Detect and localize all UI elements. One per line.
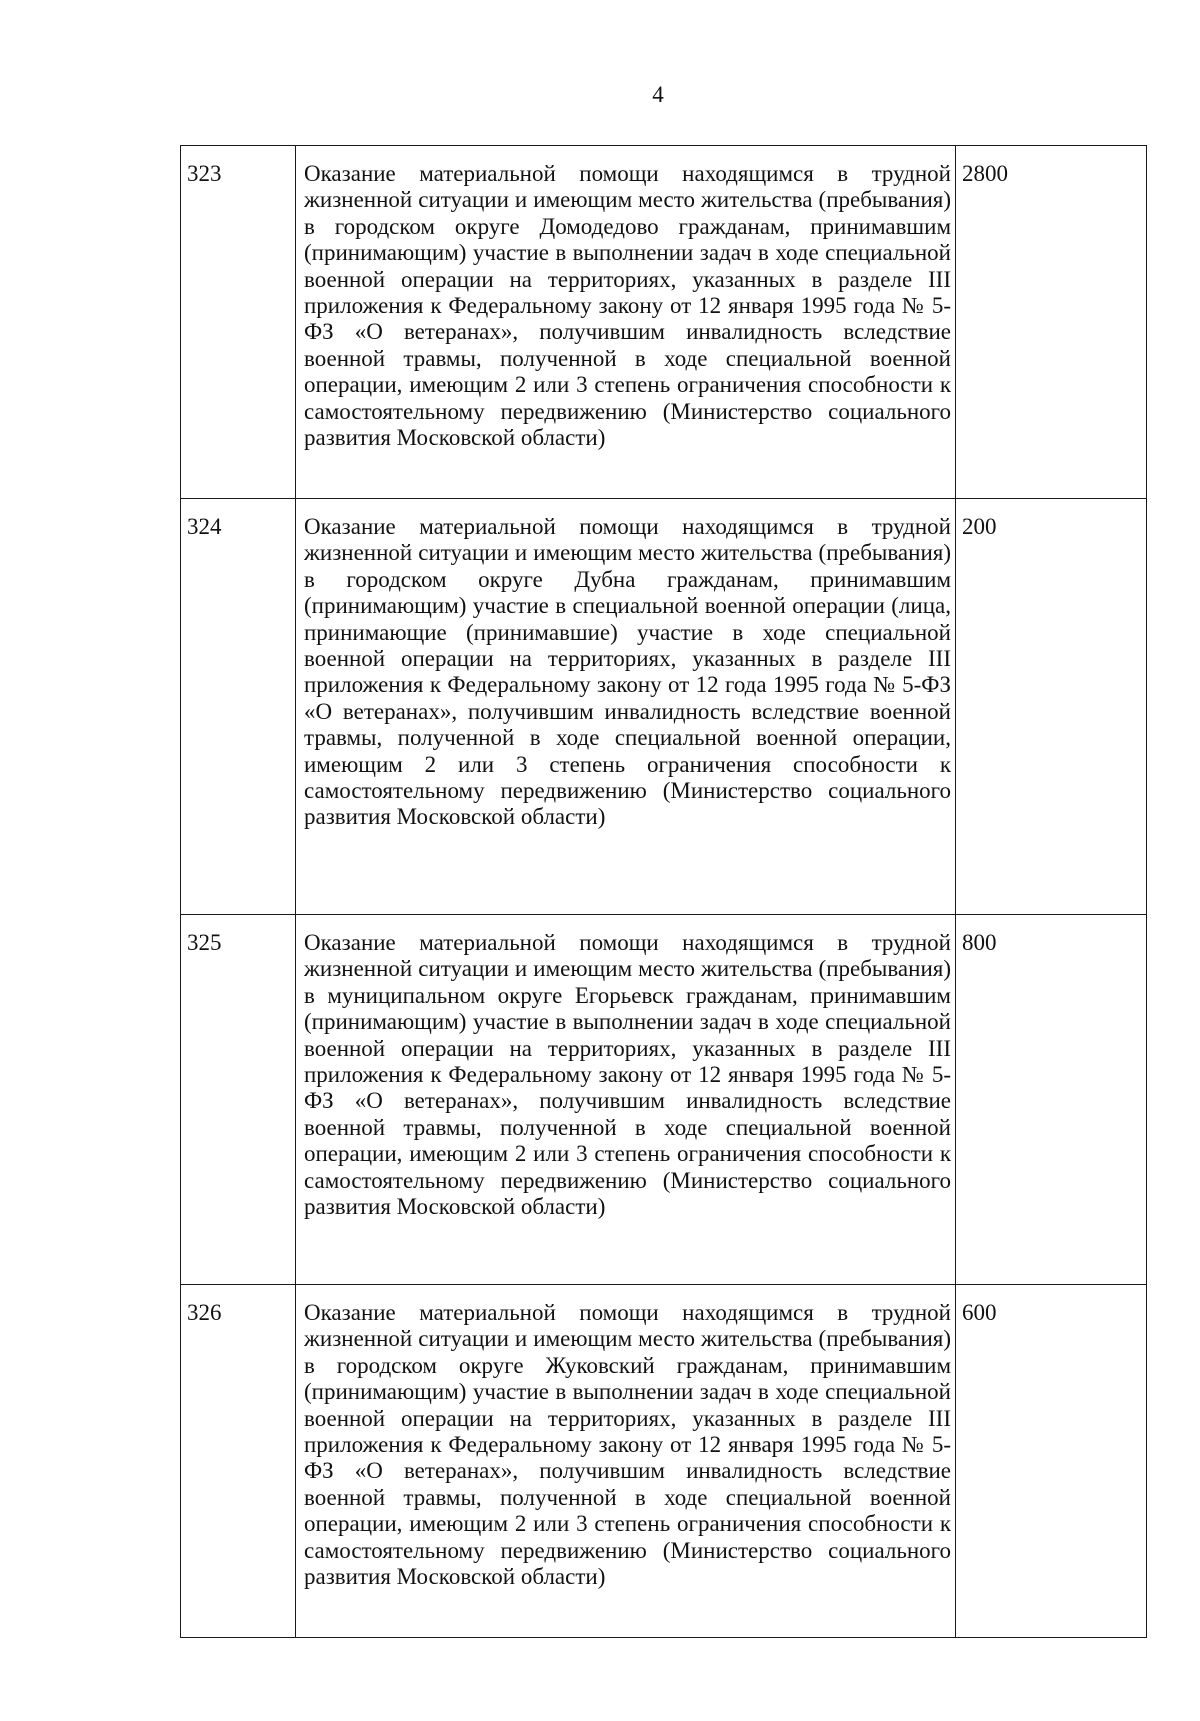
row-amount: 800 <box>956 915 1147 1285</box>
row-number: 324 <box>181 499 296 915</box>
row-description: Оказание материальной помощи находящимся в трудной жизненной ситуации и имеющим место жительства (пребывания) в городском округе Жуковский гражданам, принимавшим (принимающим) участие в выполнении задач в ходе специальной военной операции на территориях, указанных в разделе III приложения к Федеральному закону от 12 января 1995 года № 5-ФЗ «О ветеранах», получившим инвалидность вследствие военной травмы, полученной в ходе специальной военной операции, имеющим 2 или 3 степень ограничения способности к самостоятельному передвижению (Министерство социального развития Московской области) <box>296 1285 956 1638</box>
row-description: Оказание материальной помощи находящимся в трудной жизненной ситуации и имеющим место жительства (пребывания) в городском округе Домодедово гражданам, принимавшим (принимающим) участие в выполнении задач в ходе специальной военной операции на территориях, указанных в разделе III приложения к Федеральному закону от 12 января 1995 года № 5-ФЗ «О ветеранах», получившим инвалидность вследствие военной травмы, полученной в ходе специальной военной операции, имеющим 2 или 3 степень ограничения способности к самостоятельному передвижению (Министерство социального развития Московской области) <box>296 146 956 499</box>
row-number: 326 <box>181 1285 296 1638</box>
row-amount: 2800 <box>956 146 1147 499</box>
page-number: 4 <box>652 82 664 107</box>
row-amount: 600 <box>956 1285 1147 1638</box>
table-row <box>181 499 1147 915</box>
table-row <box>181 1285 1147 1638</box>
allocation-table <box>180 145 1147 1638</box>
table-row <box>181 915 1147 1285</box>
row-number: 323 <box>181 146 296 499</box>
row-description: Оказание материальной помощи находящимся в трудной жизненной ситуации и имеющим место жительства (пребывания) в муниципальном округе Егорьевск гражданам, принимавшим (принимающим) участие в выполнении задач в ходе специальной военной операции на территориях, указанных в разделе III приложения к Федеральному закону от 12 января 1995 года № 5-ФЗ «О ветеранах», получившим инвалидность вследствие военной травмы, полученной в ходе специальной военной операции, имеющим 2 или 3 степень ограничения способности к самостоятельному передвижению (Министерство социального развития Московской области) <box>296 915 956 1285</box>
row-description: Оказание материальной помощи находящимся в трудной жизненной ситуации и имеющим место жительства (пребывания) в городском округе Дубна гражданам, принимавшим (принимающим) участие в специальной военной операции (лица, принимающие (принимавшие) участие в ходе специальной военной операции на территориях, указанных в разделе III приложения к Федеральному закону от 12 года 1995 года № 5-ФЗ «О ветеранах», получившим инвалидность вследствие военной травмы, полученной в ходе специальной военной операции, имеющим 2 или 3 степень ограничения способности к самостоятельному передвижению (Министерство социального развития Московской области) <box>296 499 956 915</box>
table-row <box>181 146 1147 499</box>
row-amount: 200 <box>956 499 1147 915</box>
row-number: 325 <box>181 915 296 1285</box>
